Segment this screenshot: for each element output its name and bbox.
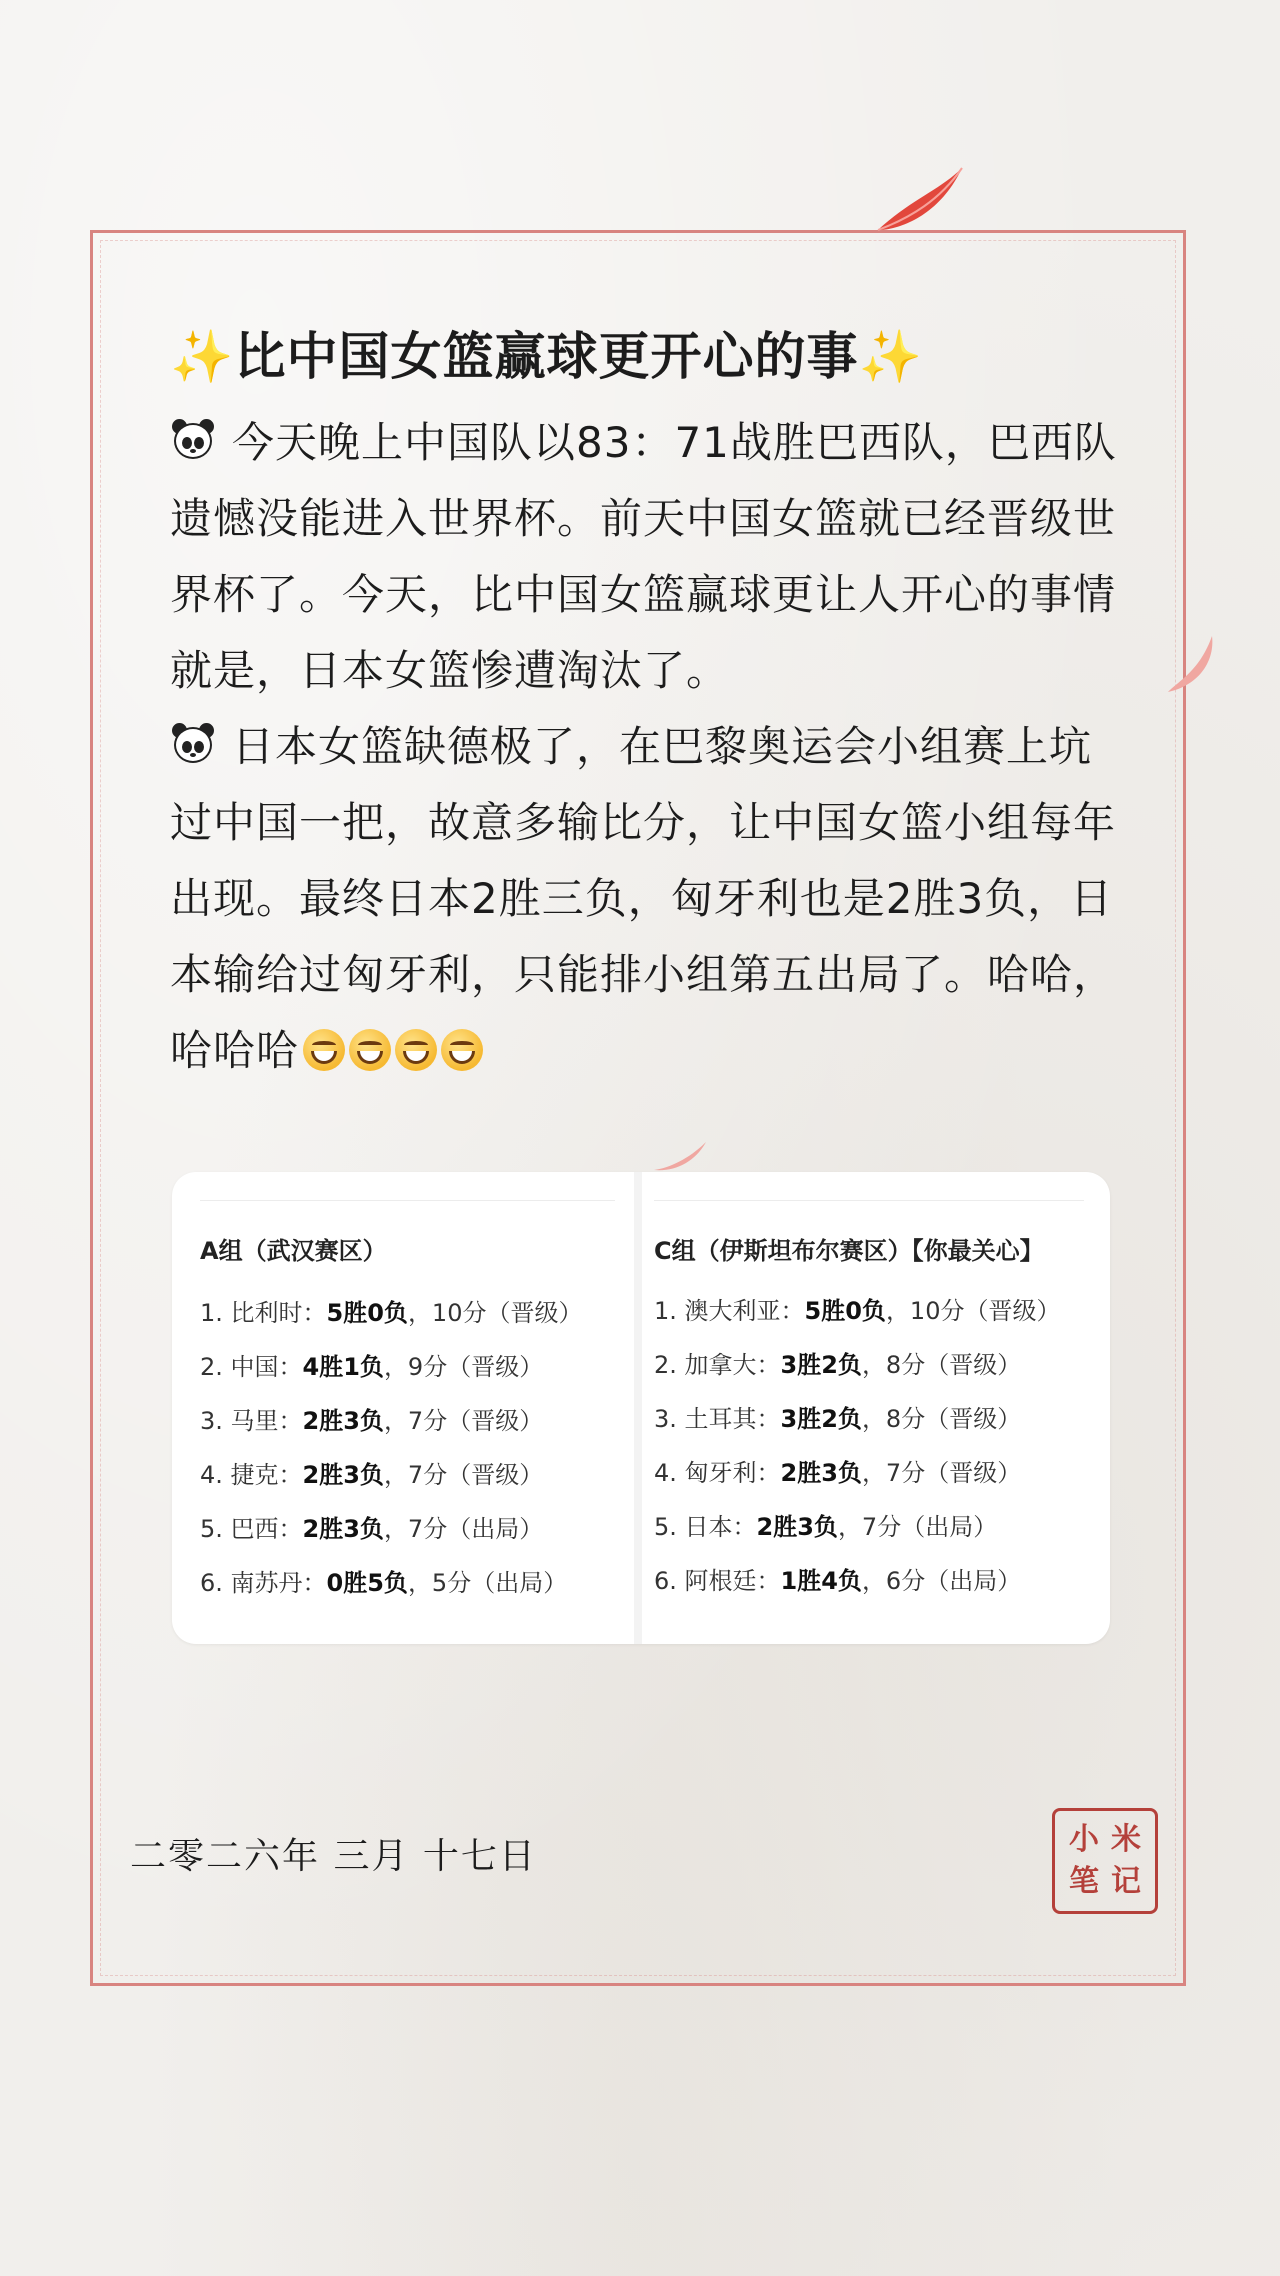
standings-card bbox=[172, 1172, 1110, 1644]
post-body bbox=[170, 405, 1130, 1089]
grinning-face-icon bbox=[349, 1029, 391, 1071]
standing-row: 5. 巴西：2胜3负，7分（出局） bbox=[200, 1515, 544, 1543]
standing-row: 1. 比利时：5胜0负，10分（晋级） bbox=[200, 1299, 583, 1327]
seal-stamp bbox=[1052, 1808, 1158, 1914]
group-c-column bbox=[654, 1200, 1084, 1616]
standing-row: 4. 匈牙利：2胜3负，7分（晋级） bbox=[654, 1459, 1022, 1487]
paragraph-2 bbox=[170, 709, 1130, 1089]
petal-middle bbox=[650, 1138, 710, 1174]
group-c-header: C组（伊斯坦布尔赛区）【你最关心】 bbox=[654, 1237, 1044, 1265]
group-a-column bbox=[200, 1200, 615, 1616]
seal-char: 小 bbox=[1069, 1822, 1099, 1857]
grinning-face-icon bbox=[395, 1029, 437, 1071]
post-title bbox=[170, 315, 923, 389]
grinning-face-icon bbox=[441, 1029, 483, 1071]
paragraph-text: 今天晚上中国队以83：71战胜巴西队，巴西队遗憾没能进入世界杯。前天中国女篮就已经晋级世界杯了。今天，比中国女篮赢球更让人开心的事情就是，日本女篮惨遭淘汰了。 bbox=[170, 418, 1117, 695]
panda-icon bbox=[170, 721, 216, 767]
standing-row: 1. 澳大利亚：5胜0负，10分（晋级） bbox=[654, 1297, 1061, 1325]
petal-top-right bbox=[870, 160, 970, 240]
standing-row: 6. 南苏丹：0胜5负，5分（出局） bbox=[200, 1569, 568, 1597]
seal-char: 米 bbox=[1111, 1822, 1141, 1857]
seal-char: 记 bbox=[1111, 1864, 1141, 1899]
standing-row: 2. 中国：4胜1负，9分（晋级） bbox=[200, 1353, 544, 1381]
sparkles-icon: ✨ bbox=[858, 328, 924, 387]
group-a-list bbox=[200, 1266, 615, 1622]
group-a-header: A组（武汉赛区） bbox=[200, 1237, 387, 1265]
standing-row: 3. 土耳其：3胜2负，8分（晋级） bbox=[654, 1405, 1022, 1433]
standing-row: 5. 日本：2胜3负，7分（出局） bbox=[654, 1513, 998, 1541]
standing-row: 2. 加拿大：3胜2负，8分（晋级） bbox=[654, 1351, 1022, 1379]
petal-right bbox=[1160, 630, 1220, 700]
sparkles-icon: ✨ bbox=[170, 328, 235, 387]
paragraph-1 bbox=[170, 405, 1130, 709]
paragraph-text: 日本女篮缺德极了，在巴黎奥运会小组赛上坑过中国一把，故意多输比分，让中国女篮小组每年出现。最终日本2胜三负，匈牙利也是2胜3负，日本输给过匈牙利，只能排小组第五出局了。哈哈，哈哈哈 bbox=[170, 722, 1117, 1075]
group-c-list bbox=[654, 1266, 1084, 1620]
post-title-text: 比中国女篮赢球更开心的事 bbox=[234, 328, 859, 387]
standing-row: 4. 捷克：2胜3负，7分（晋级） bbox=[200, 1461, 544, 1489]
post-date: 二零二六年 三月 十七日 bbox=[130, 1836, 537, 1877]
seal-char: 笔 bbox=[1069, 1864, 1099, 1899]
standing-row: 3. 马里：2胜3负，7分（晋级） bbox=[200, 1407, 544, 1435]
column-divider bbox=[634, 1172, 642, 1644]
grinning-face-icon bbox=[303, 1029, 345, 1071]
panda-icon bbox=[170, 417, 216, 463]
standing-row: 6. 阿根廷：1胜4负，6分（出局） bbox=[654, 1567, 1022, 1595]
